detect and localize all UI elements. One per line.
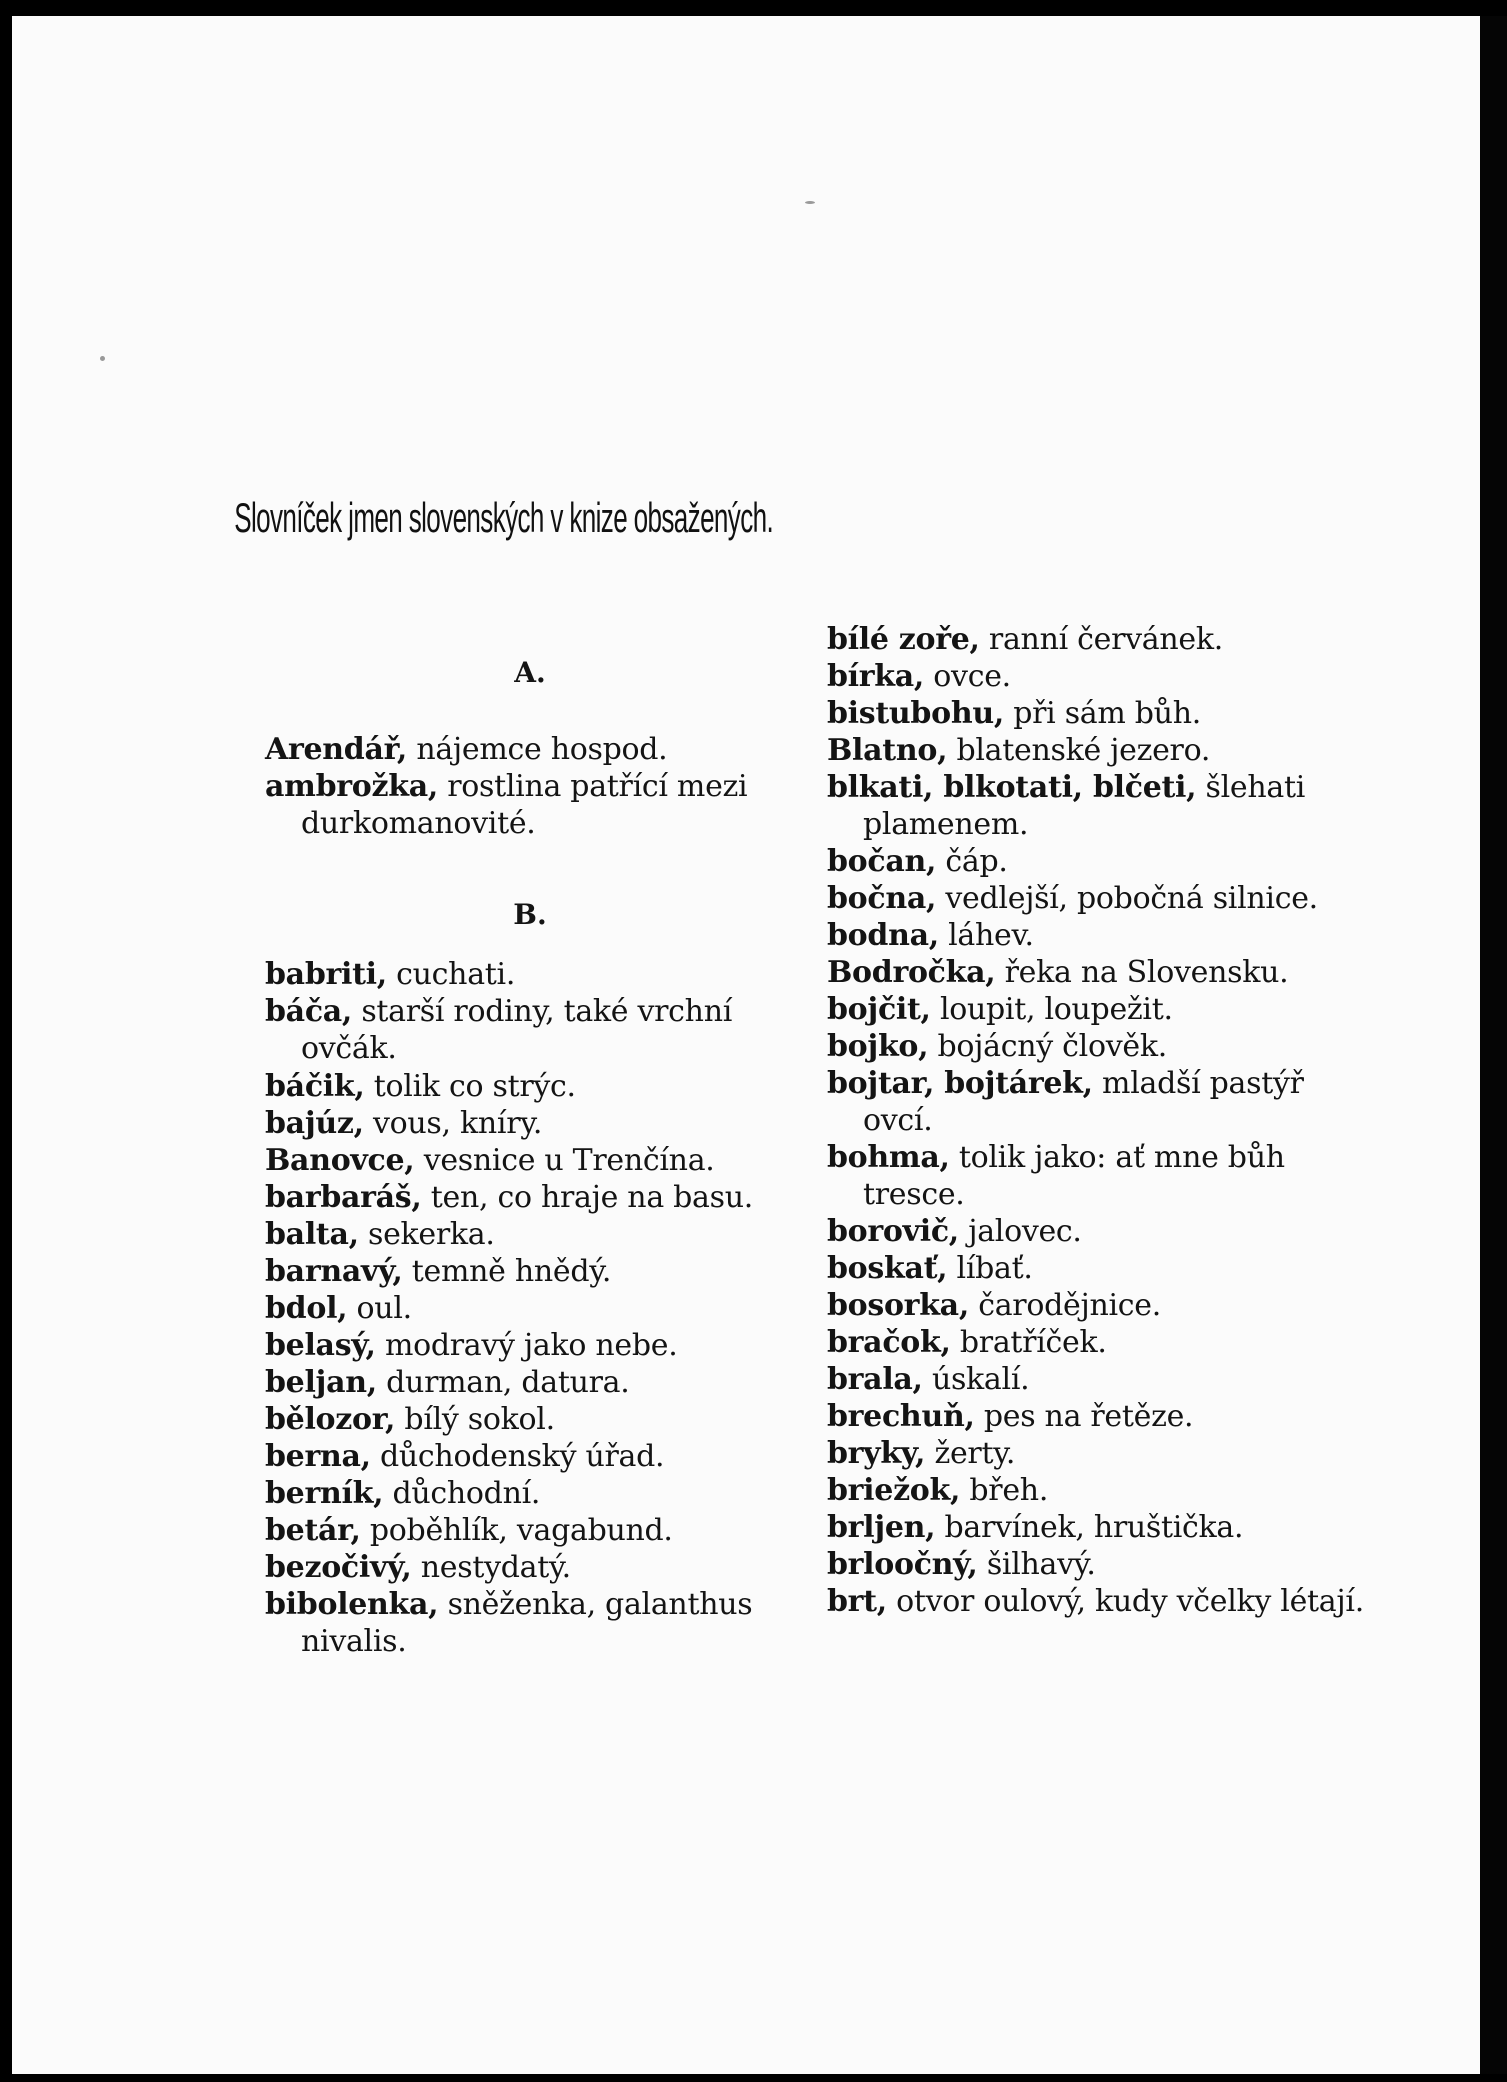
entry-definition: mladší pastýř ovcí.: [863, 1066, 1304, 1138]
entry-term: briežok,: [827, 1473, 961, 1508]
dictionary-entry: [265, 1586, 795, 1660]
dictionary-entry: [827, 1509, 1382, 1546]
dictionary-entry: [827, 991, 1382, 1028]
entry-definition: tolik co strýc.: [364, 1069, 576, 1104]
entry-definition: sněženka, galanthus nivalis.: [301, 1587, 753, 1659]
entry-term: Blatno,: [827, 733, 948, 768]
entry-definition: cuchati.: [386, 957, 516, 992]
entry-term: bírka,: [827, 659, 925, 694]
entry-term: blkati, blkotati, blčeti,: [827, 770, 1197, 805]
dictionary-entry: [265, 768, 795, 842]
entry-term: bistubohu,: [827, 696, 1004, 731]
entry-term: bočna,: [827, 881, 937, 916]
entry-term: balta,: [265, 1217, 359, 1252]
entry-definition: úskalí.: [922, 1362, 1030, 1397]
dictionary-entry: [265, 1364, 795, 1401]
dictionary-entry: [827, 1435, 1382, 1472]
dictionary-entry: [827, 880, 1382, 917]
entry-definition: vesnice u Trenčína.: [414, 1143, 715, 1178]
dictionary-entry: [265, 1216, 795, 1253]
page-edge-shadow: [1480, 16, 1507, 2074]
entry-definition: ovce.: [924, 659, 1011, 694]
entry-definition: řeka na Slovensku.: [995, 955, 1289, 990]
dictionary-entry: [827, 1139, 1382, 1213]
entry-term: bílé zoře,: [827, 622, 980, 657]
section-letter-b: B.: [513, 898, 547, 931]
entry-definition: šlehati plamenem.: [863, 770, 1306, 842]
entry-definition: jalovec.: [958, 1214, 1082, 1249]
entry-definition: čáp.: [936, 844, 1008, 879]
dictionary-entry: [265, 956, 795, 993]
dictionary-entry: [827, 1583, 1382, 1620]
dictionary-entry: [265, 1327, 795, 1364]
print-speck: [100, 356, 105, 361]
dictionary-entry: [265, 1512, 795, 1549]
dictionary-entry: [265, 1549, 795, 1586]
entry-term: borovič,: [827, 1214, 959, 1249]
entry-term: bočan,: [827, 844, 937, 879]
dictionary-entry: [265, 1438, 795, 1475]
entry-term: bosorka,: [827, 1288, 969, 1323]
entry-term: bojčit,: [827, 992, 931, 1027]
entry-term: brljen,: [827, 1510, 936, 1545]
dictionary-entry: [265, 1290, 795, 1327]
entry-definition: břeh.: [960, 1473, 1049, 1508]
entry-term: berna,: [265, 1439, 371, 1474]
entry-definition: loupit, loupežit.: [930, 992, 1173, 1027]
entry-term: báča,: [265, 994, 353, 1029]
entry-term: bryky,: [827, 1436, 926, 1471]
entry-definition: líbať.: [947, 1251, 1033, 1286]
entry-definition: blatenské jezero.: [947, 733, 1211, 768]
dictionary-entry: [827, 1065, 1382, 1139]
dictionary-entry: [827, 1213, 1382, 1250]
entry-definition: sekerka.: [358, 1217, 495, 1252]
entry-term: bojtar, bojtárek,: [827, 1066, 1093, 1101]
entry-definition: láhev.: [938, 918, 1034, 953]
dictionary-entry: [265, 1068, 795, 1105]
entry-definition: důchodní.: [383, 1476, 541, 1511]
entry-term: bělozor,: [265, 1402, 396, 1437]
dictionary-entry: [827, 621, 1382, 658]
entry-definition: starší rodiny, také vrchní ovčák.: [301, 994, 733, 1066]
entry-term: belasý,: [265, 1328, 376, 1363]
dictionary-entry: [827, 1028, 1382, 1065]
dictionary-entry: [265, 731, 795, 768]
entry-term: báčik,: [265, 1069, 365, 1104]
entry-term: barbaráš,: [265, 1180, 422, 1215]
dictionary-entry: [265, 1401, 795, 1438]
entry-term: beljan,: [265, 1365, 377, 1400]
entry-definition: vedlejší, pobočná silnice.: [936, 881, 1318, 916]
entry-definition: bratříček.: [950, 1325, 1107, 1360]
entry-term: berník,: [265, 1476, 384, 1511]
entry-term: brt,: [827, 1584, 887, 1619]
dictionary-entry: [265, 1475, 795, 1512]
entry-definition: nájemce hospod.: [407, 732, 668, 767]
dictionary-entry: [827, 1398, 1382, 1435]
entry-term: brloočný,: [827, 1547, 978, 1582]
scanned-page: [12, 16, 1480, 2074]
entry-term: Bodročka,: [827, 955, 996, 990]
print-speck: [805, 201, 815, 204]
entry-definition: otvor oulový, kudy včelky létají.: [886, 1584, 1364, 1619]
entry-definition: poběhlík, vagabund.: [360, 1513, 673, 1548]
dictionary-entry: [827, 954, 1382, 991]
entry-term: bdol,: [265, 1291, 348, 1326]
dictionary-entry: [827, 917, 1382, 954]
dictionary-entry: [265, 1142, 795, 1179]
dictionary-entry: [265, 1105, 795, 1142]
entry-term: bezočivý,: [265, 1550, 412, 1585]
dictionary-entry: [265, 1179, 795, 1216]
dictionary-entry: [827, 1361, 1382, 1398]
entry-term: barnavý,: [265, 1254, 403, 1289]
page-title: Slovníček jmen slovenských v knize obsažených.: [234, 494, 774, 541]
entry-definition: vous, kníry.: [363, 1106, 543, 1141]
entry-term: bojko,: [827, 1029, 929, 1064]
entry-definition: barvínek, hruštička.: [935, 1510, 1244, 1545]
dictionary-entry: [827, 843, 1382, 880]
dictionary-entry: [827, 1324, 1382, 1361]
entry-definition: při sám bůh.: [1004, 696, 1201, 731]
entry-term: bajúz,: [265, 1106, 364, 1141]
dictionary-entry: [827, 1472, 1382, 1509]
entry-term: bohma,: [827, 1140, 950, 1175]
entry-definition: temně hnědý.: [402, 1254, 612, 1289]
entry-term: Arendář,: [265, 732, 408, 767]
entry-definition: šilhavý.: [977, 1547, 1096, 1582]
entry-term: brala,: [827, 1362, 923, 1397]
entry-term: ambrožka,: [265, 769, 438, 804]
entry-definition: rostlina patřící mezi durkomanovité.: [301, 769, 748, 841]
dictionary-entry: [827, 658, 1382, 695]
entry-definition: důchodenský úřad.: [370, 1439, 665, 1474]
dictionary-entry: [827, 769, 1382, 843]
dictionary-entry: [265, 993, 795, 1067]
entry-term: bibolenka,: [265, 1587, 439, 1622]
entry-term: bračok,: [827, 1325, 951, 1360]
dictionary-entry: [827, 732, 1382, 769]
entry-definition: ten, co hraje na basu.: [421, 1180, 753, 1215]
entry-term: Banovce,: [265, 1143, 415, 1178]
entry-term: brechuň,: [827, 1399, 975, 1434]
section-letter-a: A.: [514, 656, 546, 689]
dictionary-entry: [827, 1287, 1382, 1324]
dictionary-entry: [827, 1250, 1382, 1287]
entry-term: betár,: [265, 1513, 361, 1548]
entry-definition: žerty.: [925, 1436, 1016, 1471]
entry-definition: durman, datura.: [376, 1365, 630, 1400]
entry-definition: nestydatý.: [411, 1550, 571, 1585]
entry-definition: bojácný člověk.: [928, 1029, 1167, 1064]
entry-definition: čarodějnice.: [968, 1288, 1161, 1323]
dictionary-entry: [827, 695, 1382, 732]
entry-term: boskať,: [827, 1251, 948, 1286]
entry-definition: bílý sokol.: [395, 1402, 555, 1437]
dictionary-entry: [265, 1253, 795, 1290]
entry-term: babriti,: [265, 957, 387, 992]
dictionary-entry: [827, 1546, 1382, 1583]
entry-definition: tolik jako: ať mne bůh tresce.: [863, 1140, 1285, 1212]
entry-definition: pes na řetěze.: [974, 1399, 1194, 1434]
entry-definition: oul.: [347, 1291, 412, 1326]
entry-definition: modravý jako nebe.: [375, 1328, 678, 1363]
entry-definition: ranní červánek.: [979, 622, 1223, 657]
entry-term: bodna,: [827, 918, 939, 953]
